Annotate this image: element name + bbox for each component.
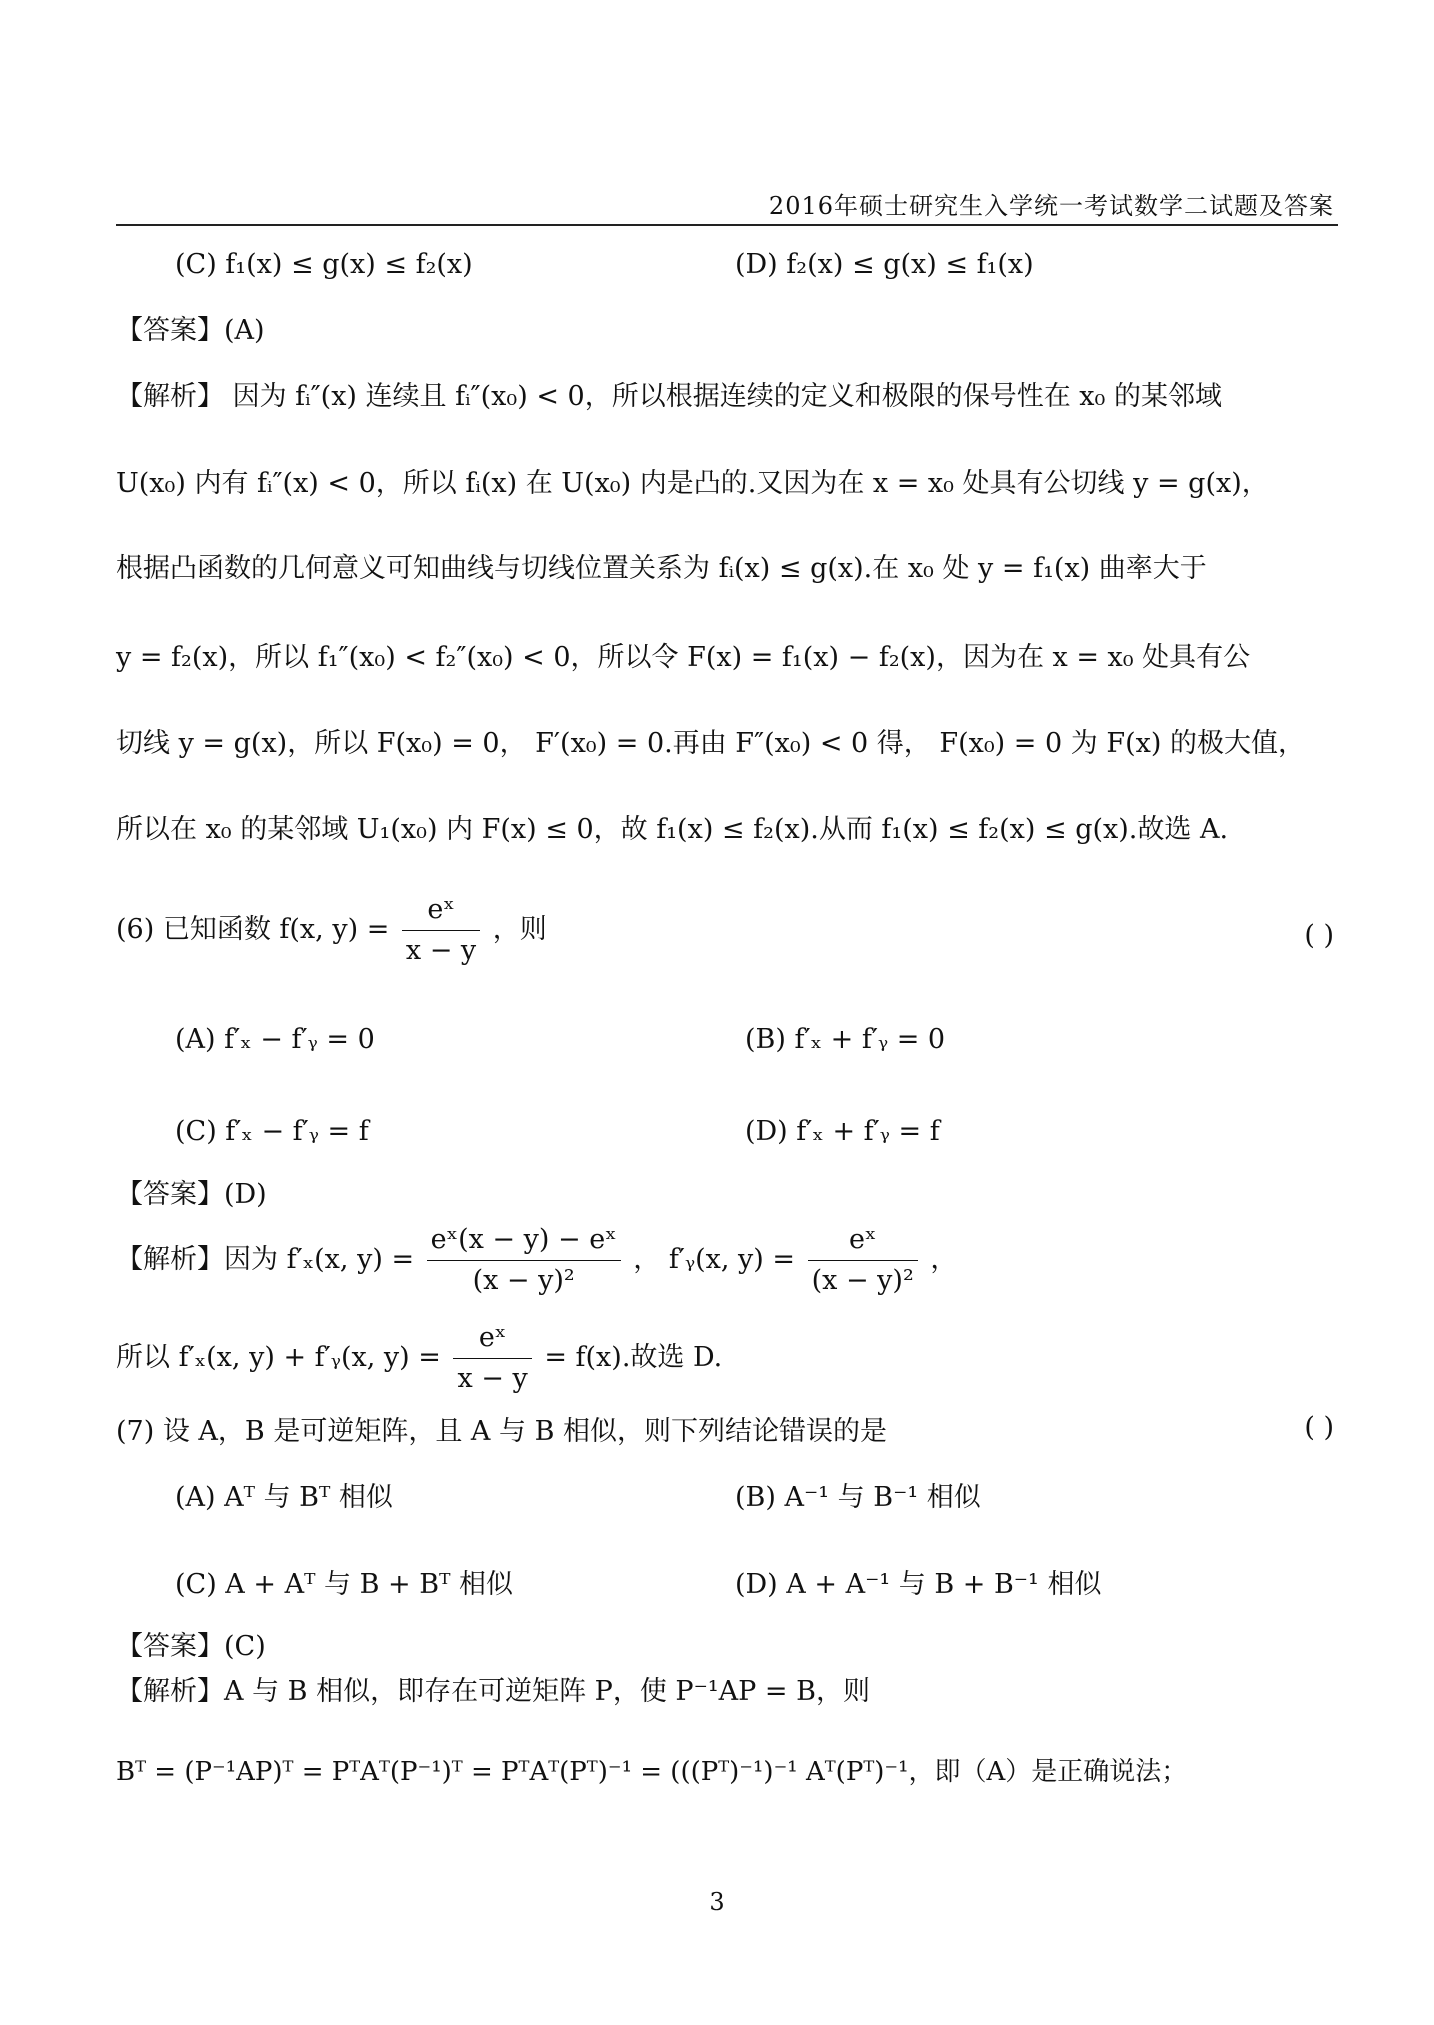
q7-stem: (7) 设 A，B 是可逆矩阵，且 A 与 B 相似，则下列结论错误的是 <box>116 1416 888 1447</box>
q5-analysis-line-5: 切线 y = g(x)，所以 F(x₀) = 0， F′(x₀) = 0.再由 F″(x₀) < 0 得， F(x₀) = 0 为 F(x) 的极大值， <box>116 728 1305 759</box>
q5-analysis-line-6: 所以在 x₀ 的某邻域 U₁(x₀) 内 F(x) ≤ 0，故 f₁(x) ≤ f₂(x).从而 f₁(x) ≤ f₂(x) ≤ g(x).故选 A. <box>116 814 1229 845</box>
q6-conclusion-prefix: 所以 f′ₓ(x, y) + f′ᵧ(x, y) = <box>116 1342 441 1373</box>
q7-option-c: (C) A + Aᵀ 与 B + Bᵀ 相似 <box>175 1569 513 1600</box>
q6-fx-numerator: eˣ(x − y) − eˣ <box>427 1220 621 1261</box>
q5-analysis-line-1: 【解析】 因为 fᵢ″(x) 连续且 fᵢ″(x₀) < 0，所以根据连续的定义和极限的保号性在 x₀ 的某邻域 <box>116 381 1222 412</box>
header-title: 2016年硕士研究生入学统一考试数学二试题及答案 <box>768 192 1334 220</box>
q6-fy-denominator: (x − y)² <box>811 1265 914 1296</box>
q6-stem <box>116 890 1338 971</box>
q6-fx-denominator: (x − y)² <box>472 1265 575 1296</box>
q6-option-d: (D) f′ₓ + f′ᵧ = f <box>745 1116 940 1147</box>
header-divider <box>116 224 1338 226</box>
q7-option-d: (D) A + A⁻¹ 与 B + B⁻¹ 相似 <box>735 1569 1102 1600</box>
q6-stem-prefix: (6) 已知函数 f(x, y) = <box>116 914 390 945</box>
q5-option-d: (D) f₂(x) ≤ g(x) ≤ f₁(x) <box>735 249 1034 280</box>
q6-analysis-mid: ， f′ᵧ(x, y) = <box>633 1244 796 1275</box>
q6-fy-numerator: eˣ <box>808 1220 918 1261</box>
q6-fy-fraction <box>808 1220 918 1301</box>
q6-conclusion-numerator: eˣ <box>453 1318 531 1359</box>
q5-option-c: (C) f₁(x) ≤ g(x) ≤ f₂(x) <box>175 249 473 280</box>
q6-option-a: (A) f′ₓ − f′ᵧ = 0 <box>175 1024 375 1055</box>
q6-stem-numerator: eˣ <box>402 890 480 931</box>
q6-stem-fraction <box>402 890 480 971</box>
q6-stem-denominator: x − y <box>405 935 477 966</box>
q6-conclusion-denominator: x − y <box>457 1363 528 1394</box>
page-number: 3 <box>709 1888 725 1916</box>
q6-analysis-prefix: 【解析】因为 f′ₓ(x, y) = <box>116 1244 415 1275</box>
q6-fx-fraction <box>427 1220 621 1301</box>
q5-analysis-line-3: 根据凸函数的几何意义可知曲线与切线位置关系为 fᵢ(x) ≤ g(x).在 x₀ 处 y = f₁(x) 曲率大于 <box>116 553 1207 584</box>
q6-conclusion <box>116 1318 1338 1399</box>
q7-analysis-line-1: 【解析】A 与 B 相似，即存在可逆矩阵 P，使 P⁻¹AP = B，则 <box>116 1676 870 1707</box>
q7-option-b: (B) A⁻¹ 与 B⁻¹ 相似 <box>735 1482 981 1513</box>
q6-stem-suffix: ，则 <box>492 914 547 945</box>
q6-conclusion-suffix: = f(x).故选 D. <box>544 1342 723 1373</box>
q6-option-c: (C) f′ₓ − f′ᵧ = f <box>175 1116 369 1147</box>
q7-answer: 【答案】(C) <box>116 1631 266 1662</box>
q7-answer-blank: ( ) <box>1304 1412 1334 1443</box>
q6-analysis-end: ， <box>930 1244 958 1275</box>
q6-answer: 【答案】(D) <box>116 1179 267 1210</box>
q6-conclusion-fraction <box>453 1318 531 1399</box>
q6-answer-blank: ( ) <box>1304 920 1334 951</box>
q5-analysis-line-4: y = f₂(x)，所以 f₁″(x₀) < f₂″(x₀) < 0，所以令 F(x) = f₁(x) − f₂(x)，因为在 x = x₀ 处具有公 <box>116 642 1251 673</box>
q7-analysis-line-2: Bᵀ = (P⁻¹AP)ᵀ = PᵀAᵀ(P⁻¹)ᵀ = PᵀAᵀ(Pᵀ)⁻¹ = (((Pᵀ)⁻¹)⁻¹ Aᵀ(Pᵀ)⁻¹，即（A）是正确说法； <box>116 1757 1188 1787</box>
q7-option-a: (A) Aᵀ 与 Bᵀ 相似 <box>175 1482 393 1513</box>
q5-analysis-line-2: U(x₀) 内有 fᵢ″(x) < 0，所以 fᵢ(x) 在 U(x₀) 内是凸的.又因为在 x = x₀ 处具有公切线 y = g(x)， <box>116 468 1269 499</box>
q5-answer: 【答案】(A) <box>116 315 265 346</box>
q6-option-b: (B) f′ₓ + f′ᵧ = 0 <box>745 1024 946 1055</box>
q6-analysis-line-1 <box>116 1220 1338 1301</box>
